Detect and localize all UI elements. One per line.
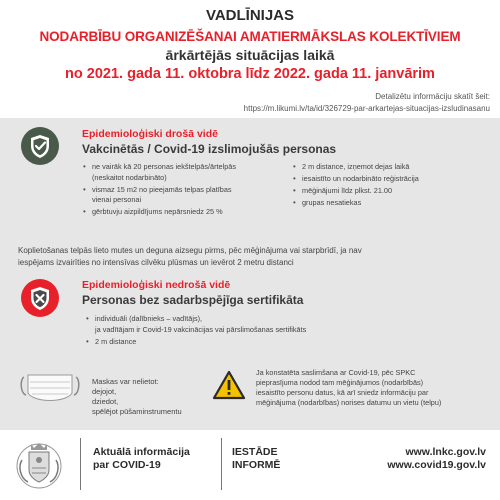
list-item: • grupas nesatiekas [292,198,492,209]
page-subtitle-2: ārkārtējās situācijas laikā [165,47,335,63]
safe-shield-icon [21,127,59,165]
list-item: • mēģinājumi līdz plkst. 21.00 [292,186,492,197]
footer-links [387,446,486,472]
coat-of-arms-logo [14,436,64,494]
unsafe-shield-icon [21,279,59,317]
warning-icon [212,370,246,400]
lnkc-link[interactable]: www.lnkc.gov.lv [405,446,486,458]
page-title: VADLĪNIJAS [205,7,295,24]
list-item: • ne vairāk kā 20 personas iekštelpās/ārtelpās (neskaitot nodarbināto) [82,162,282,183]
list-item: • vismaz 15 m2 no pieejamās telpas platības vienai personai [82,185,282,206]
list-item: • individuāli (dalībnieks – vadītājs), ja vadītājam ir Covid-19 vakcinācijas vai pārslimošanas sertifikāts [85,314,415,335]
safe-section-title: Epidemioloģiski drošā vidē [82,128,218,140]
list-item: • iesaistīto un nodarbināto reģistrācija [292,174,492,185]
footer-divider [80,438,81,490]
covid19-link[interactable]: www.covid19.gov.lv [387,459,486,471]
mask-note: Maskas var nelietot: dejojot, dziedot, spēlējot pūšaminstrumentu [92,377,182,416]
list-item: • 2 m distance [85,337,415,348]
face-mask-icon [18,367,82,409]
safe-left-list [82,162,282,219]
footer-institution: IESTĀDE INFORMĒ [232,446,281,471]
unsafe-section-title: Epidemioloģiski nedrošā vidē [82,279,231,291]
list-item: • 2 m distance, izņemot dejas laikā [292,162,492,173]
source-label: Detalizētu informāciju skatīt šeit: [375,92,490,101]
footer-info: Aktuālā informācija par COVID-19 [93,446,190,471]
date-range: no 2021. gada 11. oktobra līdz 2022. gada 11. janvārim [65,66,435,82]
safe-right-list [292,162,492,210]
unsafe-list [85,314,415,349]
source-link[interactable]: https://m.likumi.lv/ta/id/326729-par-arkartejas-situacijas-izsludinasanu [243,104,490,113]
safe-section-subtitle: Vakcinētās / Covid-19 izslimojušās personas [82,142,337,156]
footer-divider [221,438,222,490]
mask-paragraph: Koplietošanas telpās lieto mutes un deguna aizsegu pirms, pēc mēģinājuma vai starpbrīdī, ja nav iespējams izvairīties no intensīvas cilvēku plūsmas un ievērot 2 metru distanci [18,246,362,267]
header [0,0,500,118]
warning-note: Ja konstatēta saslimšana ar Covid-19, pēc SPKC pieprasījuma nodod tam mēģinājumos (nodarbībās) iesaistīto personu datus, kā arī sniedz informāciju par mēģinājuma (nodarbības) norises datumu un vietu (telpu) [256,368,442,407]
list-item: • gērbtuvju aizpildījums nepārsniedz 25 % [82,207,282,218]
page-subtitle: NODARBĪBU ORGANIZĒŠANAI AMATIERMĀKSLAS KOLEKTĪVIEM [39,29,461,44]
unsafe-section-subtitle: Personas bez sadarbspējīga sertifikāta [82,293,304,307]
